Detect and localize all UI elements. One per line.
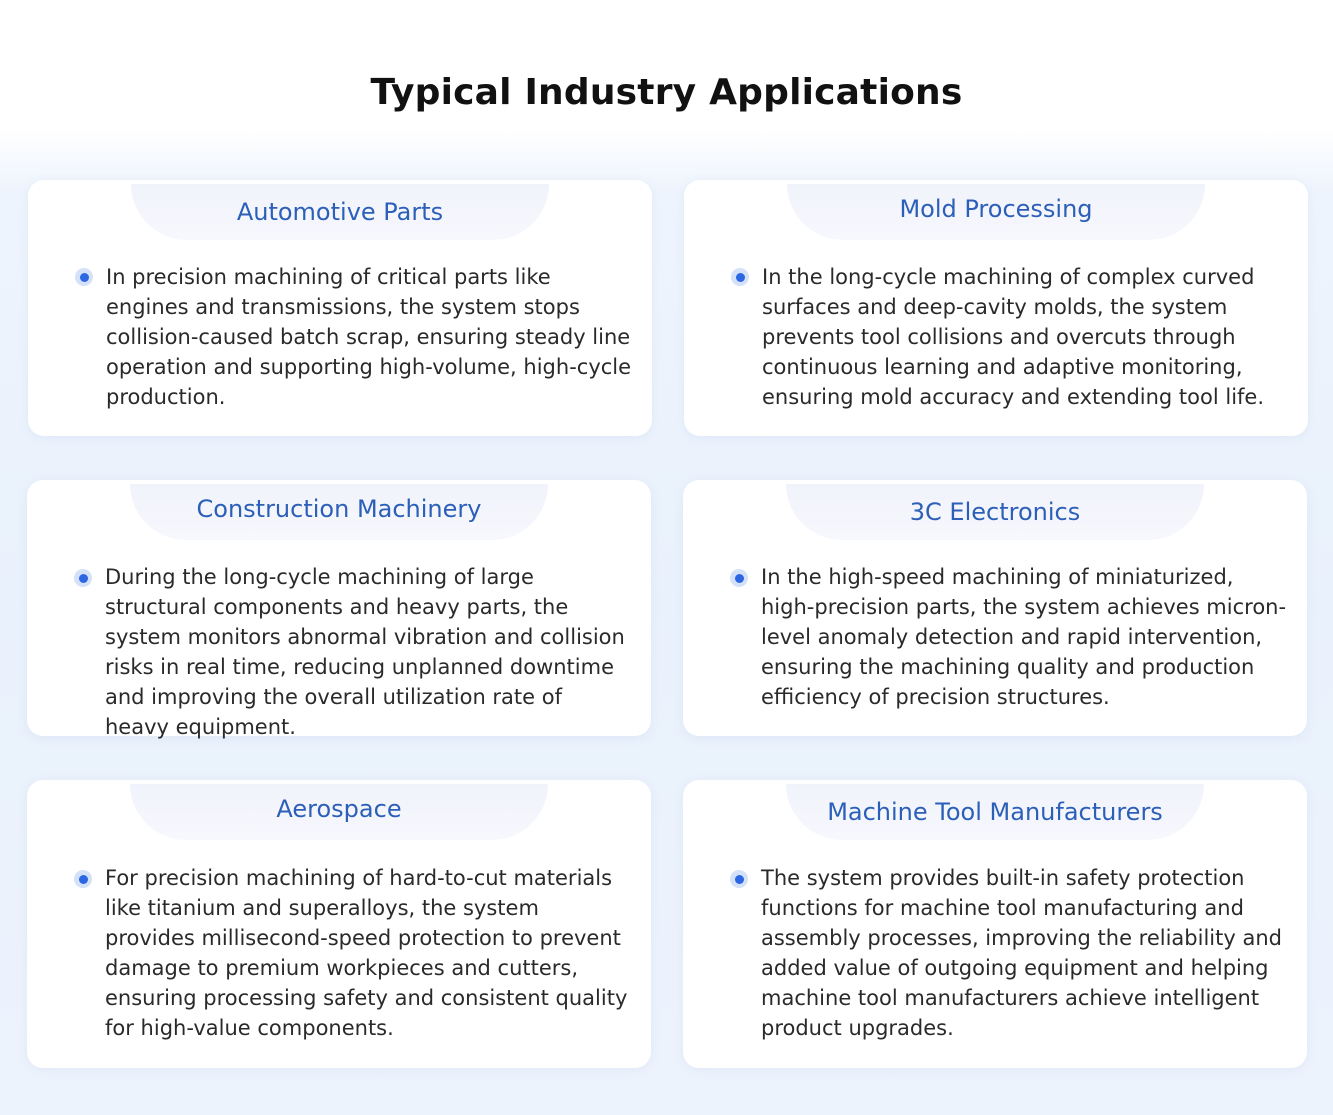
card-heading: Aerospace	[276, 795, 402, 823]
bullet-icon	[731, 268, 749, 286]
card-heading: Mold Processing	[899, 195, 1093, 223]
card-text: For precision machining of hard-to-cut materials like titanium and superalloys, the system provides millisecond-speed protection to prevent damage to premium workpieces and cutters, ensuring processing safety and consistent quality for high-value components.	[105, 866, 628, 1040]
bullet-icon	[730, 870, 748, 888]
card-heading: 3C Electronics	[909, 498, 1081, 526]
card-3c-electronics	[683, 480, 1307, 736]
card-construction-machinery	[27, 480, 651, 739]
card-heading: Machine Tool Manufacturers	[827, 798, 1163, 826]
card-text: In the long-cycle machining of complex curved surfaces and deep-cavity molds, the system prevents tool collisions and overcuts through continuous learning and adaptive monitoring, ensuring mold accuracy and extending tool life.	[762, 265, 1265, 409]
bullet-icon	[730, 569, 748, 587]
card-text: The system provides built-in safety protection functions for machine tool manufacturing and assembly processes, improving the reliability and added value of outgoing equipment and helping machine tool manufacturers achieve intelligent product upgrades.	[761, 866, 1282, 1040]
card-automotive-parts	[28, 180, 652, 436]
card-mold-processing	[684, 180, 1308, 436]
card-machine-tool-manufacturers	[683, 780, 1307, 1068]
card-text: During the long-cycle machining of large structural components and heavy parts, the system monitors abnormal vibration and collision risks in real time, reducing unplanned downtime and improving the overall utilization rate of heavy equipment.	[105, 565, 625, 739]
card-heading: Automotive Parts	[236, 198, 444, 226]
card-text: In the high-speed machining of miniaturized, high-precision parts, the system achieves micron-level anomaly detection and rapid intervention, ensuring the machining quality and production efficiency of precision structures.	[761, 565, 1287, 709]
bullet-icon	[75, 268, 93, 286]
page-title: Typical Industry Applications	[370, 72, 963, 113]
bullet-icon	[74, 870, 92, 888]
card-text: In precision machining of critical parts like engines and transmissions, the system stops collision-caused batch scrap, ensuring steady line operation and supporting high-volume, high-cycle production.	[106, 265, 632, 409]
bullet-icon	[74, 569, 92, 587]
card-heading: Construction Machinery	[196, 495, 482, 523]
card-aerospace	[27, 780, 651, 1068]
